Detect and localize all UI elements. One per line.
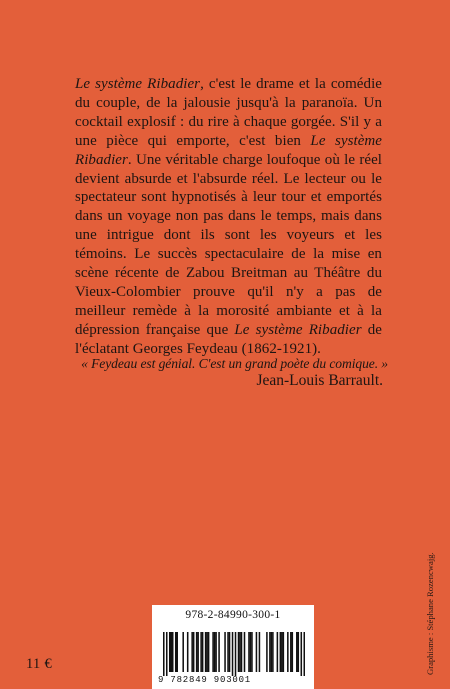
barcode-bar	[235, 632, 237, 676]
barcode-bar	[205, 632, 207, 672]
barcode-bar	[248, 632, 250, 672]
barcode-bar	[169, 632, 171, 672]
blurb-text: de l'éclatant Georges Feydeau (1862-1921).	[75, 321, 383, 357]
blurb-text: , c'est le drame et la comédie du couple, de la jalousie jusqu'à la paranoïa. Un cocktail explosif : du rire à chaque gorgée. S'il y a une pièce qui emporte, c'est bien	[75, 76, 382, 149]
price: 11 €	[26, 656, 53, 672]
barcode-bar	[182, 632, 184, 672]
barcode-bar	[287, 632, 289, 672]
barcode-digits: 9 782849 903001	[158, 675, 252, 685]
barcode-bar	[175, 632, 177, 672]
barcode-bar	[290, 632, 292, 672]
barcode-bar	[281, 632, 283, 672]
barcode-bar	[232, 632, 234, 676]
barcode-bar	[208, 632, 210, 672]
design-credit: Graphisme : Stéphane Rozencwajg.	[425, 552, 435, 675]
barcode-bar	[244, 632, 246, 672]
barcode-bar	[214, 632, 216, 672]
barcode-bar	[227, 632, 229, 672]
barcode-bar	[163, 632, 165, 676]
barcode-bar	[206, 632, 208, 672]
barcode-bar	[277, 632, 279, 672]
barcode-bar	[259, 632, 261, 672]
barcode-area	[152, 605, 314, 689]
book-blurb	[75, 75, 382, 359]
blurb-text: . Une véritable charge loufoque où le réel devient absurde et l'absurde réel. Le lecteur ou le spectateur sont hypnotisés à leur tour et emportés dans un voyage non pas dans le temps, mais dans une intrigue dont ils sont les voyeurs et les témoins. Le succès spectaculaire de la mise en scène récente de Zabou Breitman au Théâtre du Vieux-Colombier prouve qu'il n'y a pas de meilleur remède à la morosité ambiante et à la dépression française que	[75, 151, 382, 338]
barcode-bar	[298, 632, 300, 672]
barcode-bar	[187, 632, 189, 672]
quote-author: Jean-Louis Barrault.	[256, 372, 383, 389]
barcode-bar	[239, 632, 241, 672]
barcode-bar	[296, 632, 298, 672]
barcode-bar	[251, 632, 253, 672]
barcode-bar	[215, 632, 217, 672]
barcode-bar	[266, 632, 268, 672]
barcode-bar	[271, 632, 273, 672]
barcode-bar	[301, 632, 303, 676]
barcode-bar	[170, 632, 172, 672]
barcode-bar	[218, 632, 220, 672]
barcode-bar	[212, 632, 214, 672]
barcode-bar	[238, 632, 240, 672]
barcode-bar	[224, 632, 226, 672]
barcode-bar	[202, 632, 204, 672]
barcode-bar	[166, 632, 168, 676]
barcode-bar	[280, 632, 282, 672]
barcode-bar	[256, 632, 258, 672]
book-title-italic: Le système Ribadier	[75, 132, 382, 168]
barcode-bar	[229, 632, 231, 672]
barcode-bar	[269, 632, 271, 672]
barcode-icon	[163, 632, 305, 676]
book-title-italic: Le système Ribadier	[234, 321, 362, 338]
barcode-bar	[304, 632, 305, 676]
barcode-bar	[196, 632, 198, 672]
barcode-bar	[193, 632, 195, 672]
barcode-bar	[200, 632, 202, 672]
barcode-bar	[197, 632, 199, 672]
barcode-bar	[191, 632, 193, 672]
barcode-bar	[250, 632, 252, 672]
barcode-bar	[283, 632, 285, 672]
barcode-bar	[292, 632, 294, 672]
isbn-number: 978-2-84990-300-1	[185, 609, 281, 621]
barcode-bar	[176, 632, 178, 672]
review-quote: « Feydeau est génial. C'est un grand poète du comique. »	[81, 356, 388, 371]
book-title-italic: Le système Ribadier	[75, 76, 201, 92]
barcode-bar	[241, 632, 243, 672]
barcode-bar	[272, 632, 274, 672]
barcode-bar	[172, 632, 174, 672]
